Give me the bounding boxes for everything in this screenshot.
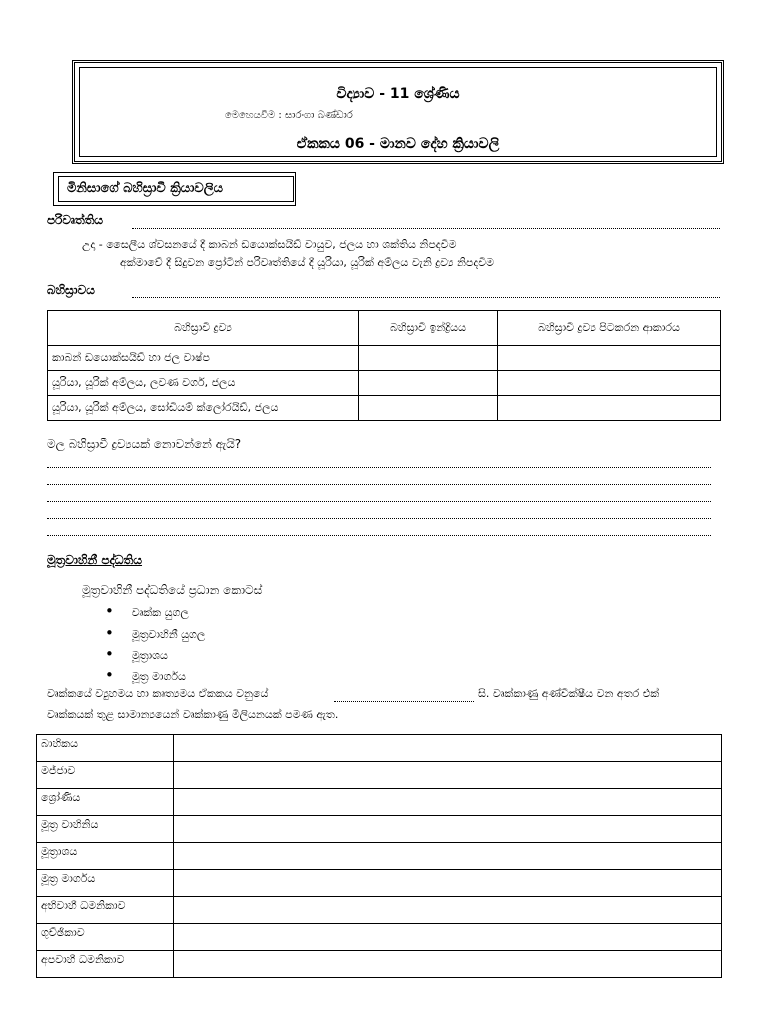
table-row [37,897,722,924]
excretion-table [47,310,721,421]
paragraph-line-2: වෘක්කයක් තුළ සාමාන්‍යයෙන් වෘක්කාණු මිලියනයක් පමණ ඇත. [47,708,339,721]
organ-answer-cell[interactable] [174,735,722,762]
parts-list-item [105,645,168,663]
metabolism-example-1: උදා - සෛලීය ශ්වසනයේ දී කාබන් ඩයොක්සයිඩ් වායුව, ජලය හා ශක්තිය නිපදවීම [82,238,457,251]
organ-name-cell: බාහිකය [37,735,174,762]
organ-name-cell: ගුච්ඡිකාව [37,924,174,951]
part-label: වෘක්ක යුගල [131,606,189,619]
organ-answer-cell[interactable] [174,924,722,951]
header-excretory-organ: බහිස්‍රාවී ඉන්ද්‍රියය [359,311,498,346]
bullet-icon: • [105,624,114,642]
section-title-box [53,172,296,206]
parts-list-item [105,624,205,642]
organ-answer-cell[interactable] [174,789,722,816]
table-row [37,789,722,816]
nephron-blank [334,701,474,702]
substance-cell: යූරියා, යූරික් අම්ලය, ලවණ වර්ග, ජලය [48,371,359,396]
organ-name-cell: මූත්‍රාශය [37,843,174,870]
excretion-table-header-row [48,311,721,346]
organ-answer-cell[interactable] [174,870,722,897]
bullet-icon: • [105,645,114,663]
metabolism-answer-line [132,228,720,229]
organ-answer-cell[interactable] [174,897,722,924]
organ-name-cell: මූත්‍ර මාර්ගය [37,870,174,897]
bullet-icon: • [105,666,114,684]
organ-table [36,734,722,978]
part-label: මූත්‍රවාහිනී යුගල [131,628,206,641]
header-box [72,60,724,164]
organ-cell[interactable] [359,396,498,421]
organ-answer-cell[interactable] [174,762,722,789]
excretion-answer-line [132,297,720,298]
section-title: මිනිසාගේ බහිස්‍රාවී ක්‍රියාවලිය [58,176,294,202]
organ-name-cell: අභිවාහී ධමනිකාව [37,897,174,924]
part-label: මූත්‍ර මාර්ගය [131,670,186,683]
table-row [37,762,722,789]
organ-cell[interactable] [359,346,498,371]
parts-list-item [105,602,189,620]
subject-title: විද්‍යාව - 11 ශ්‍රේණිය [336,86,460,102]
excretion-label: බහිස්‍රාවය [47,283,95,297]
substance-cell: යූරියා, යූරික් අම්ලය, සෝඩියම් ක්ලෝරයිඩ්, ජලය [48,396,359,421]
paragraph-line-1b: සි. වෘක්කාණු අණ්වීක්ෂීය වන අතර එක් [478,687,660,700]
table-row [48,371,721,396]
table-row [37,924,722,951]
organ-name-cell: අපවාහී ධමනිකාව [37,951,174,978]
parts-list-item [105,666,186,684]
question-text: මල බහිස්‍රාවී ද්‍රව්‍යයක් නොවන්නේ ඇයි? [47,437,242,451]
urinary-intro: මූත්‍රවාහිනී පද්ධතියේ ප්‍රධාන කොටස් [82,583,263,597]
answer-line-1 [47,467,711,468]
method-cell[interactable] [498,396,721,421]
table-row [48,396,721,421]
header-excretion-method: බහිස්‍රාවී ද්‍රව්‍ය පිටකරන ආකාරය [498,311,721,346]
answer-line-3 [47,501,711,502]
answer-line-4 [47,518,711,519]
bullet-icon: • [105,602,114,620]
substance-cell: කාබන් ඩයොක්සයිඩ් හා ජල වාෂ්ප [48,346,359,371]
unit-title: ඒකකය 06 - මානව දේහ ක්‍රියාවලි [296,136,500,152]
metabolism-label: පරිවෘත්තිය [47,213,104,227]
organ-answer-cell[interactable] [174,951,722,978]
table-row [37,870,722,897]
header-inner-frame [79,67,717,157]
organ-name-cell: මූත්‍ර වාහිනිය [37,816,174,843]
organ-name-cell: මජ්ජාව [37,762,174,789]
answer-line-2 [47,484,711,485]
method-cell[interactable] [498,346,721,371]
answer-line-5 [47,535,711,536]
organ-answer-cell[interactable] [174,843,722,870]
header-excretory-substance: බහිස්‍රාවී ද්‍රව්‍ය [48,311,359,346]
organ-answer-cell[interactable] [174,816,722,843]
table-row [37,843,722,870]
author-line: මෙහෙයවීම : සාරංගා බණ්ඩාර [225,110,353,121]
table-row [37,816,722,843]
urinary-system-title: මූත්‍රවාහිනී පද්ධතිය [47,553,143,567]
organ-cell[interactable] [359,371,498,396]
organ-name-cell: ශ්‍රෝණිය [37,789,174,816]
table-row [48,346,721,371]
method-cell[interactable] [498,371,721,396]
table-row [37,951,722,978]
metabolism-example-2: අක්මාවේ දී සිදුවන ප්‍රෝටීන් පරිවෘත්තියේ දී යූරියා, යූරික් අම්ලය වැනි ද්‍රව්‍ය නිපදවීම [120,256,495,269]
paragraph-line-1a: වෘක්කයේ ව්‍යුහමය හා කෘත්‍යමය ඒකකය වනුයේ [47,687,269,700]
table-row [37,735,722,762]
part-label: මූත්‍රාශය [131,649,168,662]
